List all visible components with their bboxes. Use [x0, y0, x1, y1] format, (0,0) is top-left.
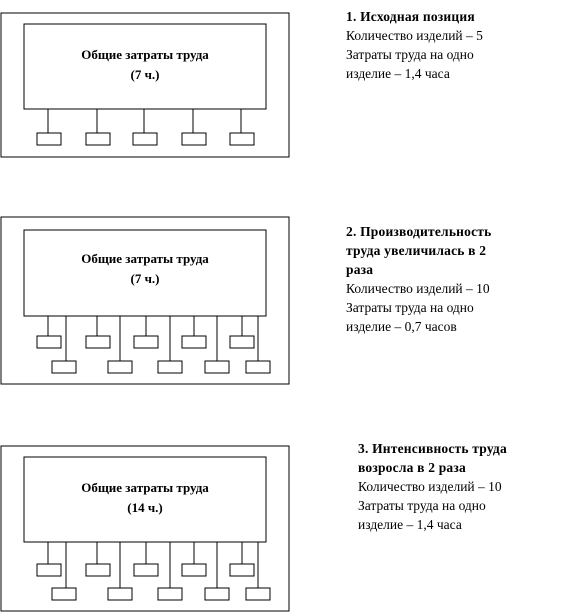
box-hours: (7 ч.) [130, 271, 160, 286]
box-title: Общие затраты труда [81, 251, 209, 266]
total-labor-label [24, 45, 266, 85]
items-row [37, 109, 254, 145]
item-box [133, 133, 157, 145]
desc-line: Количество изделий – 5 [346, 28, 483, 43]
panel-productivity [0, 205, 567, 405]
diagram-initial-position [0, 0, 290, 170]
item-box [52, 588, 76, 600]
total-labor-label [24, 249, 266, 289]
item-box [205, 361, 229, 373]
panel-intensity [0, 428, 567, 615]
desc-line: изделие – 1,4 часа [358, 517, 462, 532]
items-row [37, 316, 270, 373]
box-title: Общие затраты труда [81, 480, 209, 495]
desc-title: раза [346, 262, 374, 277]
desc-line: Количество изделий – 10 [358, 479, 502, 494]
desc-line: изделие – 1,4 часа [346, 66, 450, 81]
item-box [246, 361, 270, 373]
item-box [182, 336, 206, 348]
desc-title: возросла в 2 раза [358, 460, 466, 475]
item-box [230, 336, 254, 348]
total-labor-label [24, 478, 266, 518]
desc-title: 1. Исходная позиция [346, 9, 475, 24]
description-initial [346, 7, 483, 83]
item-box [37, 336, 61, 348]
item-box [158, 588, 182, 600]
desc-line: изделие – 0,7 часов [346, 319, 457, 334]
box-hours: (14 ч.) [127, 500, 163, 515]
description-productivity [346, 222, 491, 336]
box-title: Общие затраты труда [81, 47, 209, 62]
desc-line: Количество изделий – 10 [346, 281, 490, 296]
items-row [37, 542, 270, 600]
box-hours: (7 ч.) [130, 67, 160, 82]
item-box [134, 336, 158, 348]
item-box [205, 588, 229, 600]
item-box [158, 361, 182, 373]
item-box [37, 133, 61, 145]
desc-line: Затраты труда на одно [346, 300, 474, 315]
item-box [230, 133, 254, 145]
description-intensity [358, 439, 507, 534]
item-box [86, 336, 110, 348]
desc-title: 3. Интенсивность труда [358, 441, 507, 456]
item-box [246, 588, 270, 600]
item-box [108, 361, 132, 373]
item-box [37, 564, 61, 576]
item-box [182, 133, 206, 145]
item-box [134, 564, 158, 576]
item-box [108, 588, 132, 600]
diagram-intensity [0, 428, 290, 615]
desc-title: труда увеличилась в 2 [346, 243, 487, 258]
item-box [182, 564, 206, 576]
outer-frame [1, 217, 289, 384]
outer-frame [1, 13, 289, 157]
desc-title: 2. Производительность [346, 224, 492, 239]
outer-frame [1, 446, 289, 611]
item-box [86, 564, 110, 576]
desc-line: Затраты труда на одно [346, 47, 474, 62]
desc-line: Затраты труда на одно [358, 498, 486, 513]
diagram-productivity [0, 205, 290, 405]
item-box [86, 133, 110, 145]
item-box [230, 564, 254, 576]
item-box [52, 361, 76, 373]
panel-initial-position [0, 0, 567, 170]
